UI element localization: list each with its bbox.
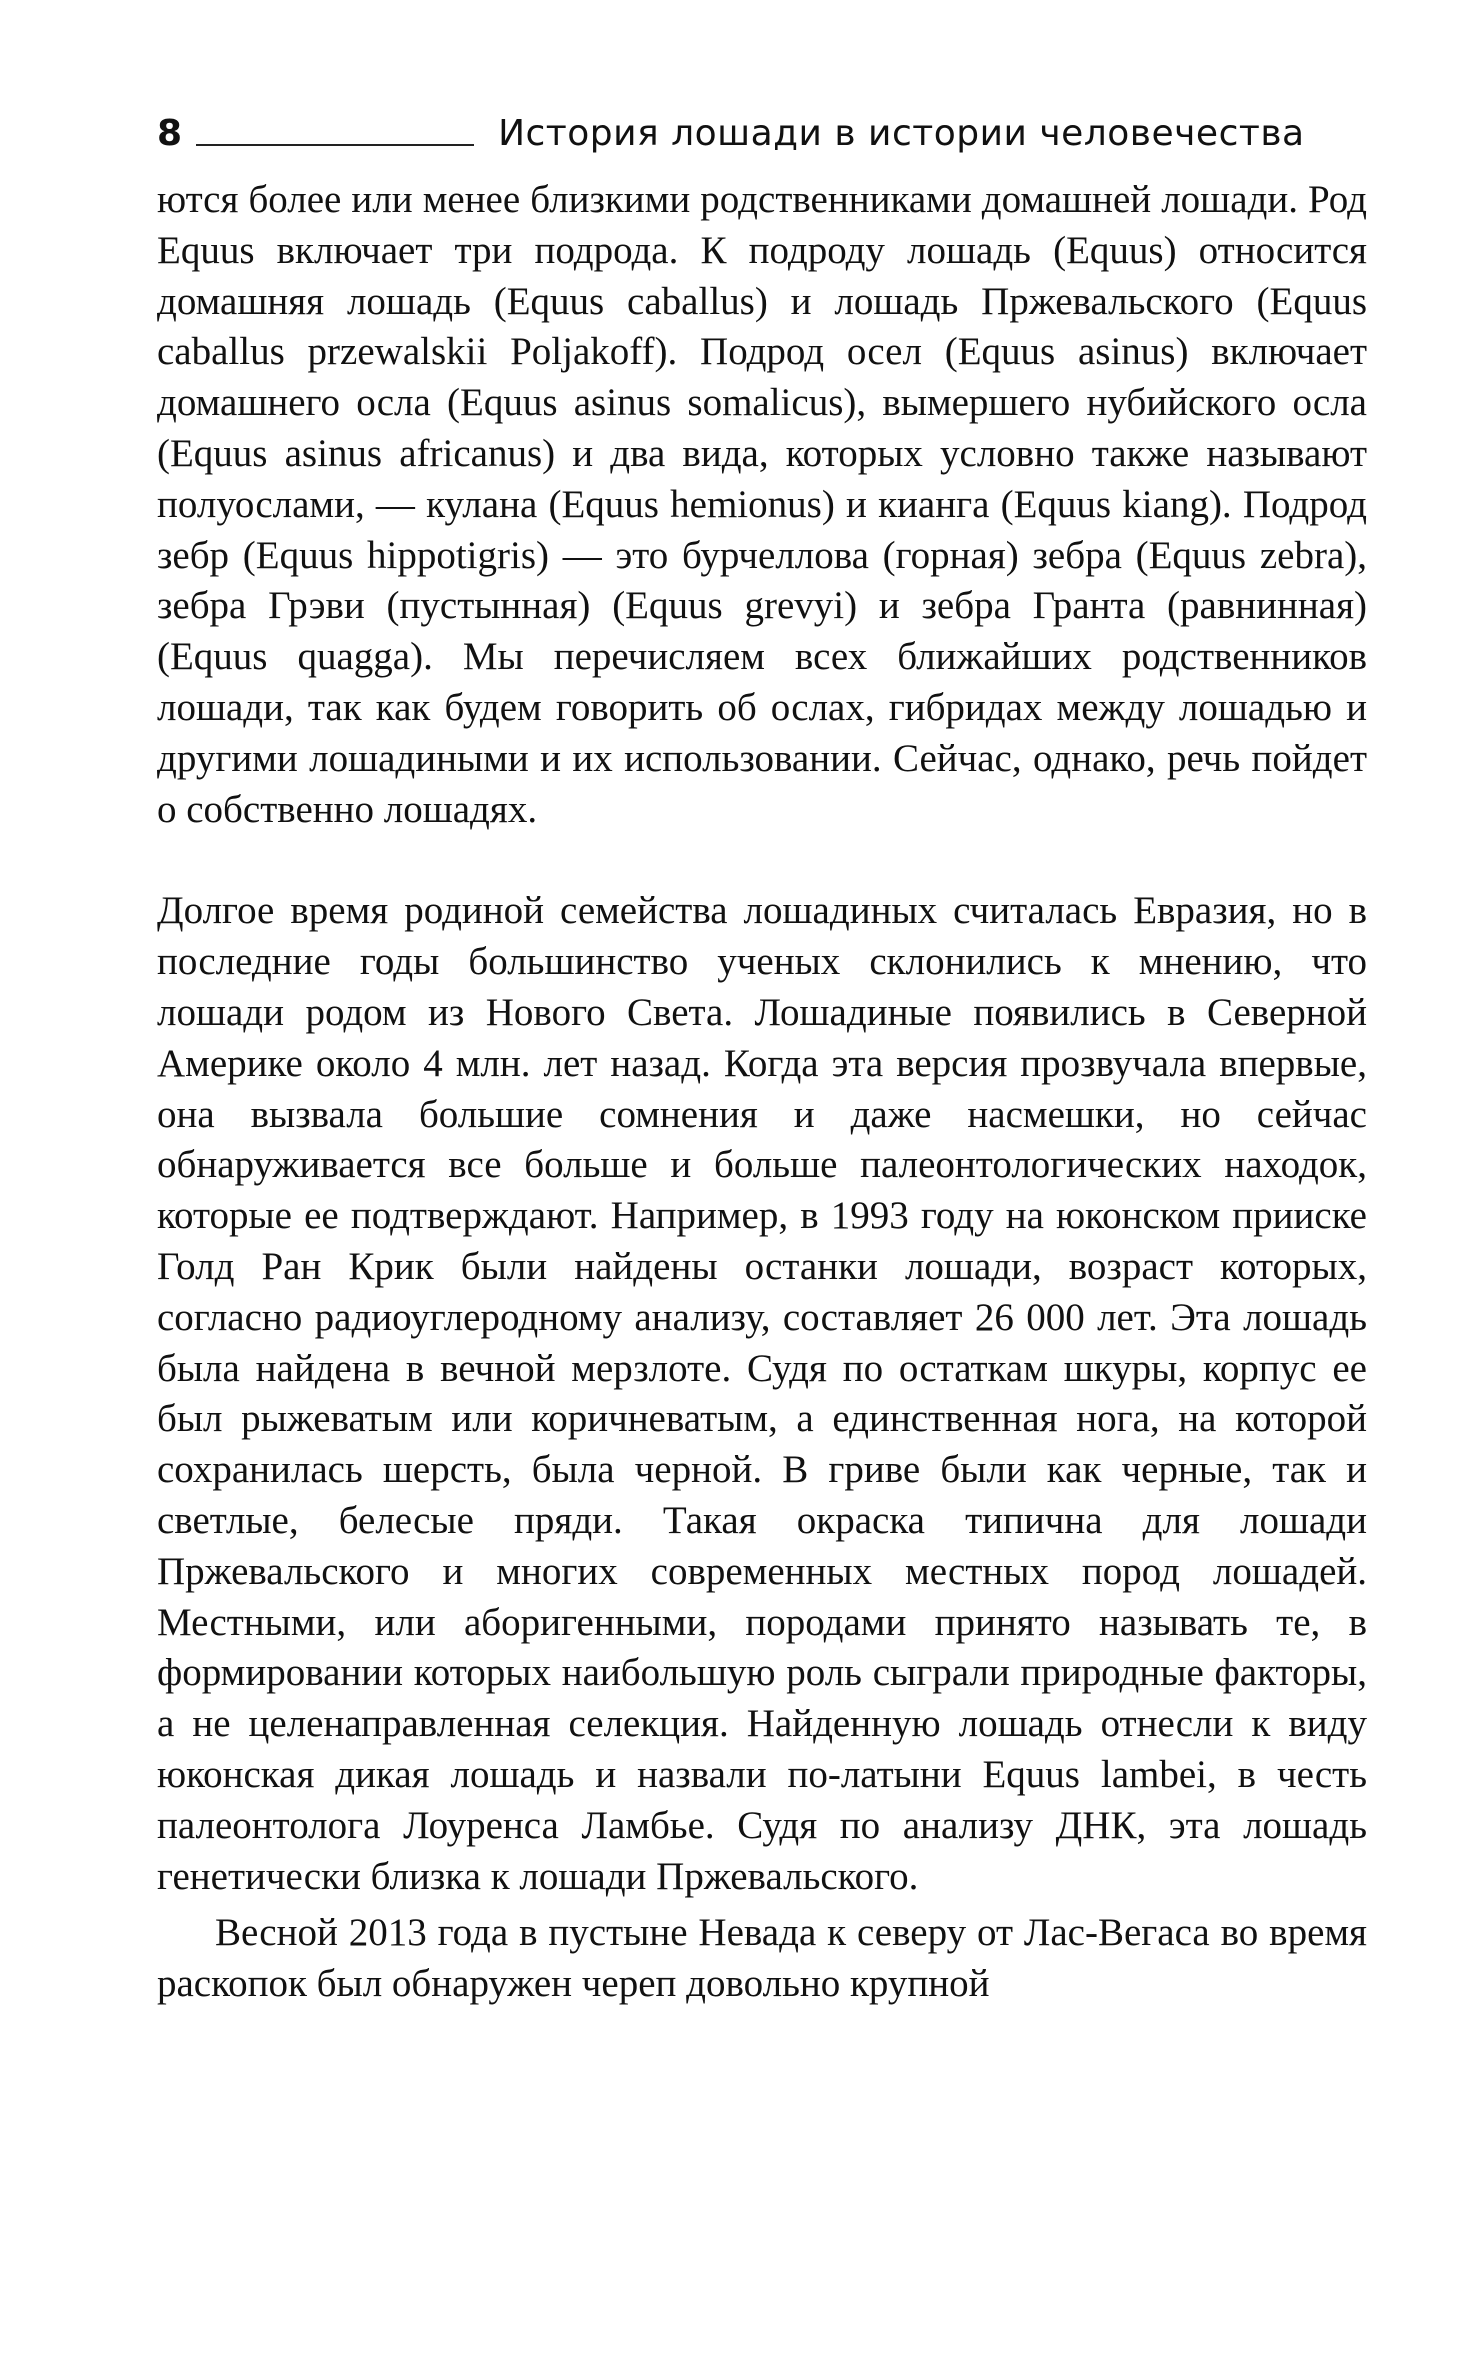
running-head — [157, 92, 1367, 152]
running-title: История лошади в истории человечества — [498, 113, 1305, 154]
page-number: 8 — [157, 113, 183, 154]
paragraph-nevada-skull: Весной 2013 года в пустыне Невада к северу от Лас-Вегаса во время раскопок был обнаружен череп довольно крупной — [157, 1911, 1367, 2006]
paragraph-origin-of-horses: Долгое время родиной семейства лошадиных считалась Евразия, но в последние годы большинство ученых склонились к мнению, что лошади родом из Нового Света. Лошадиные появились в Северной Америке около 4 млн. лет назад. Когда эта версия прозвучала впервые, она вызвала большие сомнения и даже насмешки, но сейчас обнаруживается все больше и больше палеонтологических находок, которые ее подтверждают. Например, в 1993 году на юконском прииске Голд Ран Крик были найдены останки лошади, возраст которых, согласно радиоуглеродному анализу, составляет 26 000 лет. Эта лошадь была найдена в вечной мерзлоте. Судя по остаткам шкуры, корпус ее был рыжеватым или коричневатым, а единственная нога, на которой сохранилась шерсть, была черной. В гриве были как черные, так и светлые, белесые пряди. Такая окраска типична для лошади Пржевальского и многих современных местных пород лошадей. Местными, или аборигенными, породами принято называть те, в формировании которых наибольшую роль сыграли природные факторы, а не целенаправленная селекция. Найденную лошадь отнесли к виду юконская дикая лошадь и назвали по-латыни Equus lambei, в честь палеонтолога Лоуренса Ламбье. Судя по анализу ДНК, эта лошадь генетически близка к лошади Пржевальского. — [157, 889, 1367, 1898]
body-text — [157, 175, 1367, 2010]
header-rule — [196, 144, 474, 146]
paragraph-continuation: ются более или менее близкими родственниками домашней лошади. Род Equus включает три подрода. К подроду лошадь (Equus) относится домашняя лошадь (Equus caballus) и лошадь Пржевальского (Equus caballus przewalskii Poljakoff). Подрод осел (Equus asinus) включает домашнего осла (Equus asinus somalicus), вымершего нубийского осла (Equus asinus africanus) и два вида, которых условно также называют полуослами, — кулана (Equus hemionus) и кианга (Equus kiang). Подрод зебр (Equus hippotigris) — это бурчеллова (горная) зебра (Equus zebra), зебра Грэви (пустынная) (Equus grevyi) и зебра Гранта (равнинная) (Equus quagga). Мы перечисляем всех ближайших родственников лошади, так как будем говорить об ослах, гибридах между лошадью и другими лошадиными и их использовании. Сейчас, однако, речь пойдет о собственно лошадях. — [157, 178, 1367, 831]
